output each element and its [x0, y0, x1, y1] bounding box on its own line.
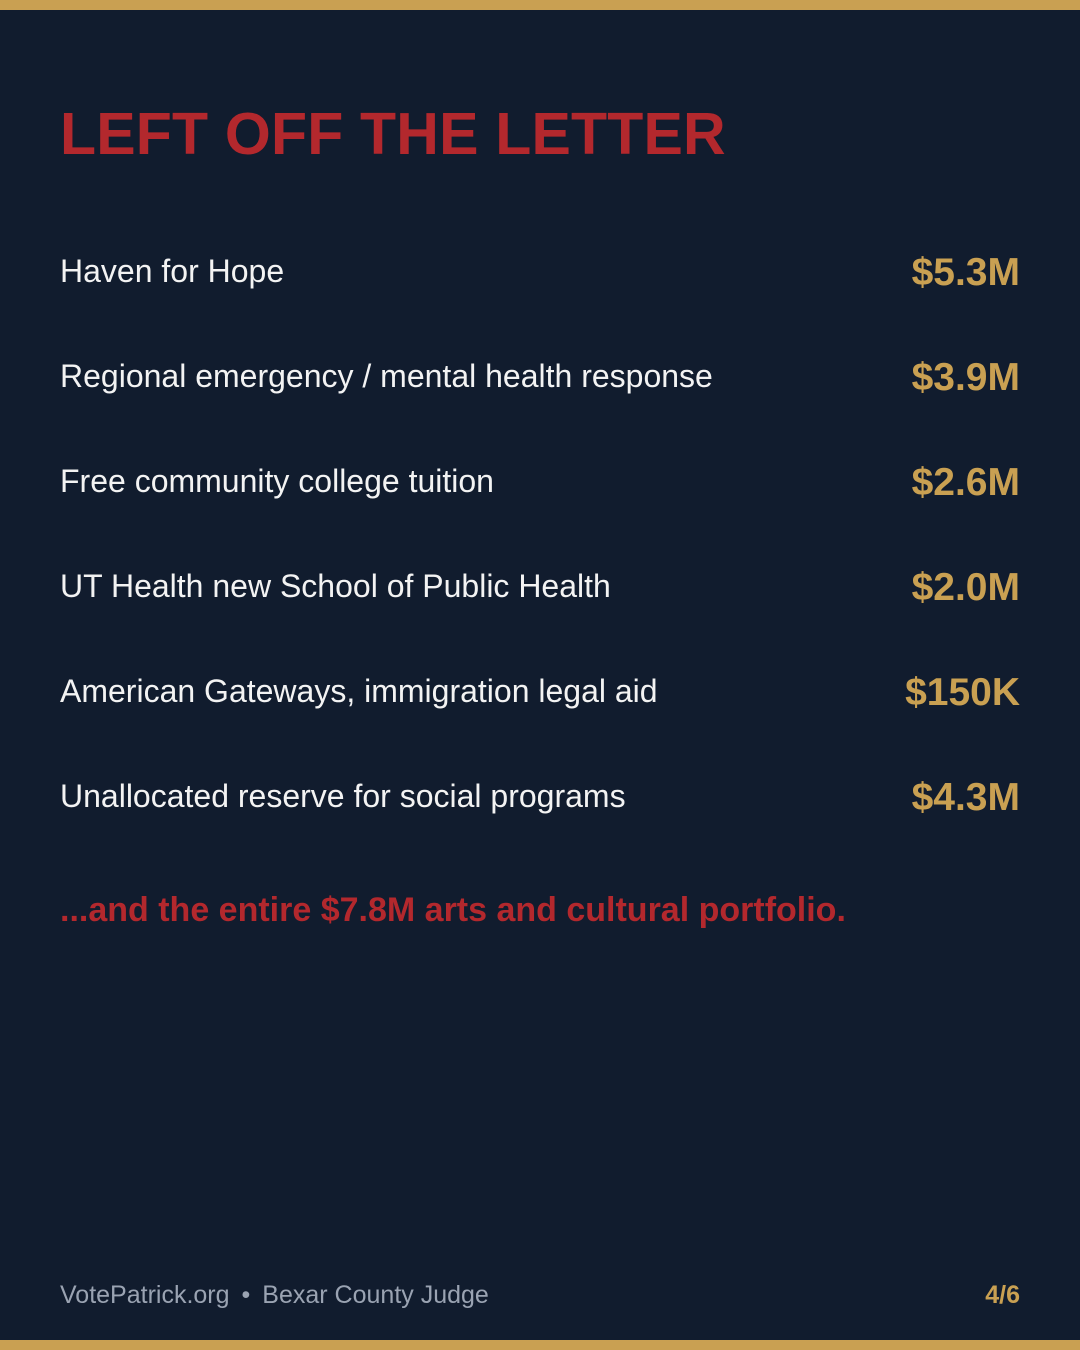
top-accent-bar [0, 0, 1080, 10]
closing-note: ...and the entire $7.8M arts and cultural portfolio. [60, 891, 846, 929]
list-item [60, 555, 1020, 660]
funding-list [60, 240, 1020, 870]
footer [60, 1278, 1020, 1312]
item-label: American Gateways, immigration legal aid [60, 672, 658, 709]
list-item [60, 765, 1020, 870]
item-label: Unallocated reserve for social programs [60, 777, 626, 814]
item-amount: $150K [905, 670, 1020, 714]
footer-site: VotePatrick.org [60, 1280, 230, 1309]
list-item [60, 345, 1020, 450]
item-label: UT Health new School of Public Health [60, 567, 611, 604]
item-amount: $2.0M [911, 565, 1020, 609]
item-amount: $5.3M [911, 250, 1020, 294]
footer-credits [60, 1281, 489, 1310]
footer-role: Bexar County Judge [262, 1280, 489, 1309]
footer-separator: • [241, 1280, 251, 1309]
item-label: Free community college tuition [60, 462, 494, 499]
list-item [60, 660, 1020, 765]
bottom-accent-bar [0, 1340, 1080, 1350]
item-label: Regional emergency / mental health response [60, 357, 713, 394]
item-amount: $2.6M [911, 460, 1020, 504]
page-number: 4/6 [985, 1280, 1020, 1309]
list-item [60, 240, 1020, 345]
page-title: LEFT OFF THE LETTER [60, 101, 726, 167]
list-item [60, 450, 1020, 555]
item-amount: $4.3M [911, 775, 1020, 819]
item-label: Haven for Hope [60, 252, 285, 289]
item-amount: $3.9M [911, 355, 1020, 399]
